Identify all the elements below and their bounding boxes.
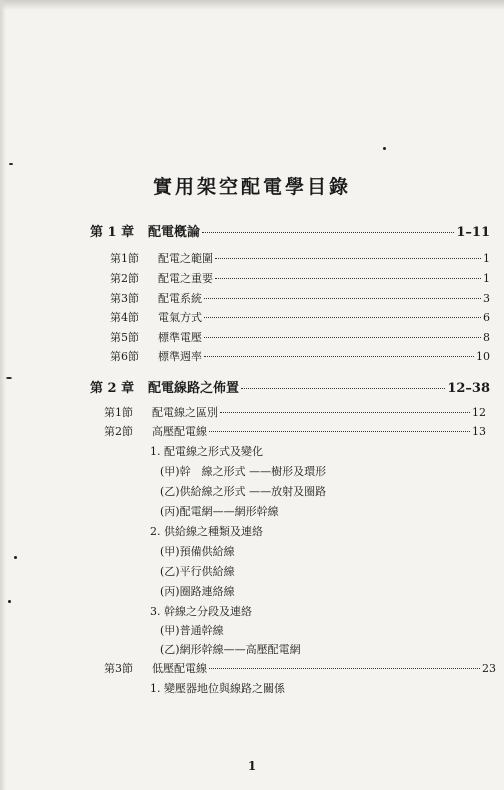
sub-item: (甲)幹 線之形式 ——樹形及環形 (160, 465, 327, 478)
leader-dots (204, 298, 481, 299)
leader-dots (204, 317, 481, 318)
section-page: 1 (483, 252, 490, 265)
page-number: 1 (247, 759, 257, 773)
ch2-section-2-row (104, 423, 486, 439)
sub-item: (乙)網形幹線——高壓配電網 (160, 643, 301, 656)
leader-dots (220, 412, 470, 413)
leader-dots (202, 232, 454, 233)
scan-speck (14, 556, 17, 559)
leader-dots (241, 388, 445, 389)
section-label: 第3節 (104, 662, 133, 675)
sub-item-heading: 2. 供給線之種類及連絡 (150, 525, 263, 538)
section-label: 第2節 (104, 425, 133, 438)
section-page: 8 (483, 331, 490, 344)
sub-item: (丙)配電網——網形幹線 (160, 505, 279, 518)
section-title: 標準電壓 (158, 331, 202, 344)
ch1-section-6-row (110, 348, 490, 364)
leader-dots (215, 258, 481, 259)
sub-item-heading: 1. 配電線之形式及變化 (150, 445, 263, 458)
section-label: 第4節 (110, 311, 139, 324)
section-page: 23 (482, 662, 496, 675)
section-label: 第6節 (110, 350, 139, 363)
section-label: 第5節 (110, 331, 139, 344)
leader-dots (209, 431, 470, 432)
section-title: 電氣方式 (158, 311, 202, 324)
scan-speck (9, 163, 13, 165)
sub-item: (甲)普通幹線 (160, 624, 224, 637)
leader-dots (204, 356, 474, 357)
ch1-section-3-row (110, 290, 490, 306)
ch1-section-5-row (110, 329, 490, 345)
ch2-section-3-row (104, 660, 496, 676)
section-title: 配電線之區別 (152, 406, 218, 419)
ch1-section-4-row (110, 309, 490, 325)
section-label: 第1節 (110, 252, 139, 265)
section-label: 第1節 (104, 406, 133, 419)
scan-speck (8, 600, 11, 603)
chapter-title: 配電槪論 (148, 225, 201, 240)
section-title: 配電之範圍 (158, 252, 213, 265)
section-title: 低壓配電線 (152, 662, 207, 675)
chapter-pages: 1–11 (456, 225, 490, 240)
chapter-title: 配電線路之佈置 (148, 381, 240, 396)
section-label: 第3節 (110, 292, 139, 305)
scan-shadow-top (0, 0, 504, 10)
ch1-section-2-row (110, 270, 490, 286)
section-page: 12 (472, 406, 486, 419)
chapter-2-row (90, 377, 490, 396)
section-page: 10 (476, 350, 490, 363)
sub-item-heading: 1. 變壓器地位與線路之關係 (150, 682, 285, 695)
section-label: 第2節 (110, 272, 139, 285)
chapter-1-row (90, 221, 490, 240)
chapter-pages: 12–38 (447, 381, 490, 396)
section-page: 3 (483, 292, 490, 305)
page-title: 實用架空配電學目錄 (152, 176, 351, 198)
leader-dots (215, 278, 481, 279)
leader-dots (204, 337, 481, 338)
section-title: 高壓配電線 (152, 425, 207, 438)
sub-item: (乙)平行供給線 (160, 565, 235, 578)
sub-item: (甲)預備供給線 (160, 545, 235, 558)
section-page: 6 (483, 311, 490, 324)
scan-shadow-left (0, 0, 6, 790)
sub-item: (丙)圈路連絡線 (160, 585, 235, 598)
ch2-section-1-row (104, 404, 486, 420)
section-title: 配電系統 (158, 292, 202, 305)
scan-speck (6, 377, 12, 379)
section-page: 1 (483, 272, 490, 285)
sub-item-heading: 3. 幹線之分段及連絡 (150, 605, 252, 618)
section-title: 標準週率 (158, 350, 202, 363)
sub-item: (乙)供給線之形式 ——放射及圈路 (160, 485, 327, 498)
section-title: 配電之重要 (158, 272, 213, 285)
chapter-label: 第 2 章 (90, 381, 135, 396)
scan-speck (383, 147, 386, 150)
section-page: 13 (472, 425, 486, 438)
ch1-section-1-row (110, 250, 490, 266)
leader-dots (209, 668, 480, 669)
chapter-label: 第 1 章 (90, 225, 135, 240)
